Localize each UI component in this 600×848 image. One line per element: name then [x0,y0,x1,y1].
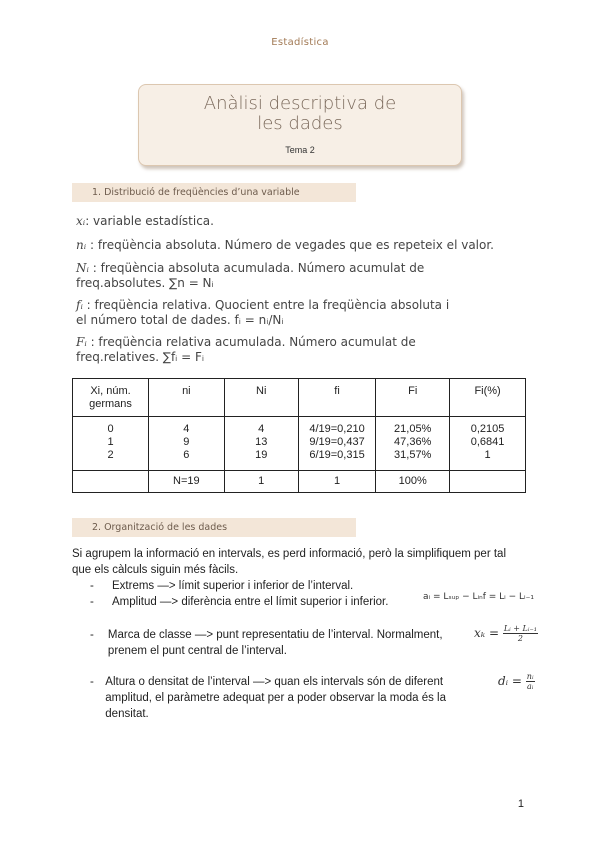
definition-symbol: Fᵢ [76,335,87,349]
table-header-cell: Fi(%) [450,379,526,417]
cell-value: 13 [255,436,268,448]
bullet-item [90,674,484,722]
definition-ni [76,238,516,253]
cell-value: 21,05% [394,423,432,435]
bullet-dash: - [90,596,94,608]
table-header-cell: fi [298,379,375,417]
cell-value: 19 [255,449,268,461]
definition-text: : freqüència absoluta acumulada. Número acumulat de freq.absolutes. ∑n = Nᵢ [76,261,425,290]
page-number: 1 [517,798,524,810]
document-subtitle: Tema 2 [285,145,315,155]
amplitude-formula: aᵢ = Lₛᵤₚ − Lᵢₙf = Lᵢ − Lᵢ₋₁ [423,592,535,602]
formula-numerator: nᵢ [526,672,534,681]
definition-text: : variable estadística. [85,214,214,228]
cell-value: 4/19=0,210 [309,423,365,435]
document-header: Estadística [271,37,329,48]
definition-text: : freqüència relativa. Quocient entre la freqüència absoluta i el número total de dades. fᵢ = nᵢ/Nᵢ [76,298,450,327]
table-cell [73,417,149,471]
table-cell: 100% [376,471,450,493]
bullet-dash: - [90,580,94,592]
cell-value: 9/19=0,437 [309,436,365,448]
title-line-2: les dades [257,113,343,134]
definition-xi [76,214,496,229]
cell-value: 0,6841 [470,436,505,448]
intro-paragraph: Si agrupem la informació en intervals, es perd informació, però la simplifiquem per tal que els càlculs siguin més fàcils. [72,548,507,576]
title-box [138,84,462,166]
formula-denominator: aᵢ [526,682,534,691]
formula-fraction [503,624,538,643]
frequency-table [72,378,526,493]
density-formula [498,672,535,691]
bullet-item [90,627,474,659]
definition-symbol: fᵢ [76,298,83,312]
cell-value: 2 [107,449,114,461]
bullet-text: Amplitud —> diferència entre el límit superior i inferior. [112,596,389,608]
definition-Ni [76,261,436,291]
formula-lhs: dᵢ = [498,674,522,688]
cell-value: 6 [183,449,190,461]
table-cell [224,417,298,471]
table-cell [450,417,526,471]
bullet-dash: - [90,676,94,688]
cell-value: 4 [258,423,265,435]
cell-value: 47,36% [394,436,432,448]
table-cell: 1 [298,471,375,493]
cell-value: 31,57% [394,449,432,461]
table-cell: 1 [224,471,298,493]
formula-denominator: 2 [517,634,523,643]
table-cell [450,471,526,493]
table-cell [149,417,225,471]
definition-text: : freqüència absoluta. Número de vegades que es repeteix el valor. [86,238,494,252]
cell-value: 6/19=0,315 [309,449,365,461]
definition-text: : freqüència relativa acumulada. Número acumulat de freq.relatives. ∑fᵢ = Fᵢ [76,335,416,364]
cell-value: 4 [183,423,190,435]
cell-value: 9 [183,436,190,448]
bullet-item [90,594,410,610]
bullet-text: Marca de classe —> punt representatiu de l’interval. Normalment, prenem el punt central de l’interval. [107,629,443,657]
cell-value: 1 [107,436,114,448]
cell-value: 0,2105 [470,423,505,435]
table-header-cell: Xi, núm. germans [73,379,149,417]
definition-fi [76,298,456,328]
formula-lhs: xₖ = [474,626,500,640]
table-cell: N=19 [149,471,225,493]
bullet-text: Extrems —> límit superior i inferior de l’interval. [112,580,354,592]
table-header-cell: Ni [224,379,298,417]
table-cell [376,417,450,471]
table-header-cell: ni [149,379,225,417]
table-cell [298,417,375,471]
class-mark-formula [474,624,538,643]
bullet-text: Altura o densitat de l’interval —> quan els intervals són de diferent amplitud, el paràmetre adequat per a poder observar la moda és la densitat. [105,676,447,720]
section-heading-1: 1. Distribució de freqüències d’una variable [72,183,356,202]
formula-fraction [526,672,535,691]
title-line-1: Anàlisi descriptiva de [203,93,397,114]
section-heading-2: 2. Organització de les dades [72,518,356,537]
bullet-dash: - [90,629,94,641]
bullet-item [90,578,390,594]
definition-Fi [76,335,496,365]
formula-numerator: Lᵢ + Lᵢ₋₁ [503,624,537,633]
document-title [139,94,461,134]
table-totals-row [73,471,526,493]
table-header-row [73,379,526,417]
definition-symbol: xᵢ [76,214,86,228]
cell-value: 0 [107,423,114,435]
table-cell [73,471,149,493]
definition-symbol: nᵢ [76,238,87,252]
cell-value: 1 [484,449,491,461]
table-header-cell: Fi [376,379,450,417]
definition-symbol: Nᵢ [76,261,89,275]
table-row [73,417,526,471]
